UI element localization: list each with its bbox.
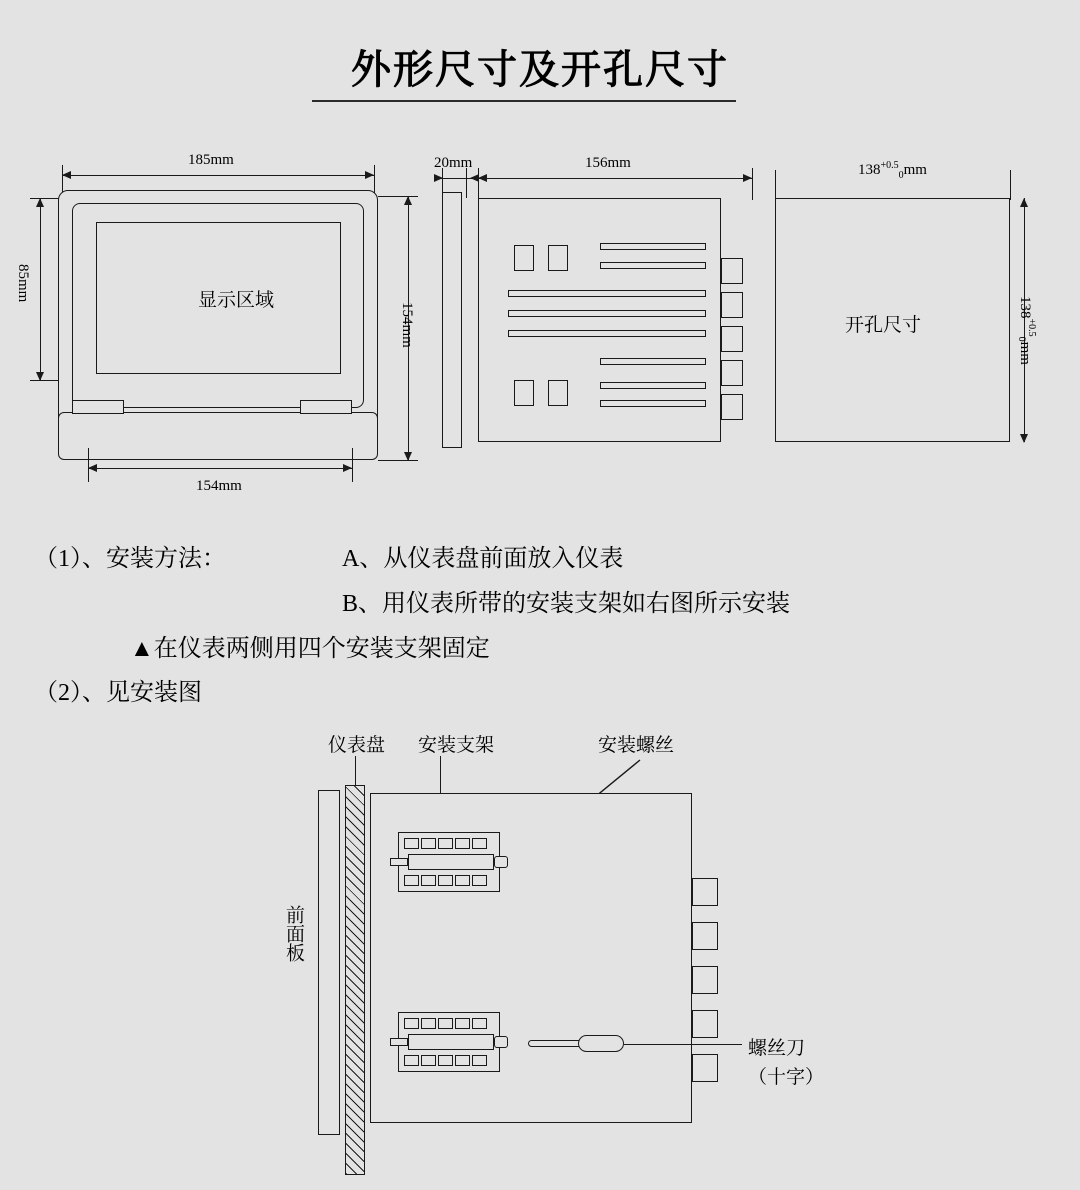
cutout-width-unit: mm	[903, 162, 927, 178]
page-title: 外形尺寸及开孔尺寸	[351, 47, 729, 92]
bracket-lower-cell-10	[472, 1055, 487, 1066]
front-inner-width-arrow-right	[343, 464, 352, 472]
mounting-terminal-2	[692, 922, 718, 950]
bracket-lower-cell-9	[455, 1055, 470, 1066]
mounting-screw-label: 安装螺丝	[598, 735, 675, 756]
front-width-dim-line	[62, 175, 374, 176]
screwdriver-handle	[578, 1035, 624, 1052]
front-width-label: 185mm	[188, 152, 234, 168]
screwdriver-sub-label: （十字）	[748, 1067, 825, 1088]
bracket-upper-cell-6	[404, 875, 419, 886]
side-depth-ext-right	[752, 168, 753, 200]
front-height-arrow-top	[36, 198, 44, 207]
cutout-height-arrow-top	[1020, 198, 1028, 207]
front-height-dim-line	[40, 198, 41, 380]
mounting-screw-upper-head	[390, 858, 408, 866]
bracket-lower-cell-4	[455, 1018, 470, 1029]
bracket-lower-cell-8	[438, 1055, 453, 1066]
mounting-terminal-1	[692, 878, 718, 906]
side-bezel-label: 20mm	[434, 155, 473, 171]
side-view-slot-5	[508, 330, 706, 337]
cutout-height-sub: 0	[1016, 336, 1027, 342]
front-inner-height-arrow-bottom	[404, 452, 412, 461]
screwdriver-label: 螺丝刀	[748, 1038, 806, 1059]
side-depth-arrow-left	[478, 174, 487, 182]
mounting-screw-lower-tip	[494, 1036, 508, 1048]
side-view-terminal-3	[721, 326, 743, 352]
mounting-screw-lower-body	[408, 1034, 494, 1050]
mounting-terminal-5	[692, 1054, 718, 1082]
side-depth-arrow-right	[743, 174, 752, 182]
side-depth-label: 156mm	[585, 155, 631, 171]
front-height-arrow-bottom	[36, 372, 44, 381]
bracket-upper-cell-5	[472, 838, 487, 849]
cutout-label: 开孔尺寸	[845, 315, 922, 336]
bracket-lower-cell-1	[404, 1018, 419, 1029]
cutout-height-label	[1016, 296, 1037, 365]
mounting-front-panel	[318, 790, 340, 1135]
side-view-terminal-5	[721, 394, 743, 420]
cutout-height-unit: mm	[1017, 341, 1033, 365]
bracket-upper-cell-7	[421, 875, 436, 886]
mounting-terminal-4	[692, 1010, 718, 1038]
cutout-height-sup: +0.5	[1026, 318, 1037, 337]
mounting-terminal-3	[692, 966, 718, 994]
cutout-width-sub: 0	[898, 170, 904, 181]
instruction-1a: A、从仪表盘前面放入仪表	[342, 546, 624, 572]
bracket-lower-cell-3	[438, 1018, 453, 1029]
instruction-2: （2）、见安装图	[34, 680, 202, 706]
side-bezel-arrow-left	[434, 174, 443, 182]
side-view-terminal-1	[721, 258, 743, 284]
cutout-height-value: 138	[1017, 296, 1033, 319]
bracket-upper-cell-4	[455, 838, 470, 849]
side-view-vent-square-1	[514, 245, 534, 271]
front-view-display-label: 显示区域	[198, 290, 275, 311]
cutout-width-ext-right	[1010, 170, 1011, 200]
front-width-arrow-right	[365, 171, 374, 179]
bracket-upper-cell-10	[472, 875, 487, 886]
front-inner-height-ext-bottom	[378, 460, 418, 461]
side-bezel-ext-right	[466, 168, 467, 198]
side-view-terminal-2	[721, 292, 743, 318]
front-view-base	[58, 412, 378, 460]
front-inner-height-arrow-top	[404, 196, 412, 205]
bracket-lower-cell-6	[404, 1055, 419, 1066]
front-inner-width-dim-line	[88, 468, 352, 469]
bracket-lower-cell-5	[472, 1018, 487, 1029]
side-depth-ext-left	[478, 168, 479, 200]
cutout-width-value: 138	[858, 162, 881, 178]
side-view-slot-8	[600, 400, 706, 407]
cutout-width-ext-left	[775, 170, 776, 200]
side-view-slot-1	[600, 243, 706, 250]
bracket-upper-cell-8	[438, 875, 453, 886]
front-inner-width-label: 154mm	[196, 478, 242, 494]
side-view-slot-7	[600, 382, 706, 389]
instruction-1b: B、用仪表所带的安装支架如右图所示安装	[342, 591, 791, 617]
front-inner-width-ext-right	[352, 448, 353, 482]
mounting-bracket-label: 安装支架	[418, 735, 495, 756]
front-width-arrow-left	[62, 171, 71, 179]
mounting-panel-wall	[345, 785, 365, 1175]
mounting-screw-upper-tip	[494, 856, 508, 868]
side-view-slot-2	[600, 262, 706, 269]
front-view-button-right	[300, 400, 352, 414]
bracket-upper-cell-2	[421, 838, 436, 849]
front-height-label: 85mm	[15, 264, 31, 303]
front-view-button-left	[72, 400, 124, 414]
cutout-width-sup: +0.5	[880, 160, 899, 171]
side-view-slot-6	[600, 358, 706, 365]
bracket-upper-cell-3	[438, 838, 453, 849]
bracket-upper-cell-1	[404, 838, 419, 849]
mounting-screw-upper-body	[408, 854, 494, 870]
instruction-note: ▲在仪表两侧用四个安装支架固定	[130, 636, 490, 662]
title-underline	[312, 100, 736, 102]
bracket-upper-cell-9	[455, 875, 470, 886]
side-view-terminal-4	[721, 360, 743, 386]
side-view-slot-4	[508, 310, 706, 317]
side-view-bezel	[442, 192, 462, 448]
front-inner-height-label: 154mm	[399, 302, 415, 348]
mounting-panel-leader	[355, 756, 356, 786]
side-depth-dim-line	[478, 178, 752, 179]
mounting-panel-label: 仪表盘	[328, 735, 386, 756]
bracket-lower-cell-2	[421, 1018, 436, 1029]
side-view-vent-square-3	[514, 380, 534, 406]
side-view-vent-square-4	[548, 380, 568, 406]
cutout-height-arrow-bottom	[1020, 434, 1028, 443]
front-inner-height-ext-top	[378, 196, 418, 197]
side-view-vent-square-2	[548, 245, 568, 271]
cutout-width-label	[858, 162, 927, 179]
mounting-screw-lower-head	[390, 1038, 408, 1046]
front-inner-width-arrow-left	[88, 464, 97, 472]
screwdriver-leader	[624, 1044, 742, 1045]
bracket-lower-cell-7	[421, 1055, 436, 1066]
mounting-front-panel-label: 前面板	[283, 905, 304, 962]
instruction-1-prefix: （1）、安装方法：	[34, 546, 226, 572]
side-view-slot-3	[508, 290, 706, 297]
